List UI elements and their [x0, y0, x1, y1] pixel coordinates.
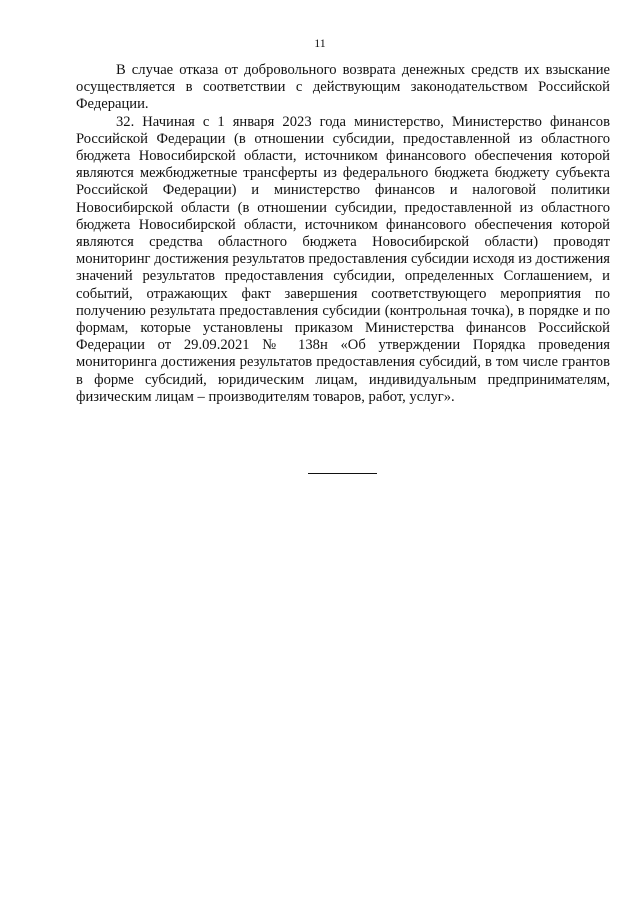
paragraph-refund-recovery: В случае отказа от добровольного возврата денежных средств их взыскание осуществляется в соответствии с действующим законодательством Российской Федерации.	[76, 62, 610, 113]
paragraph-32-monitoring: 32. Начиная с 1 января 2023 года министерство, Министерство финансов Российской Федерации (в отношении субсидии, предоставленной из областного бюджета Новосибирской области, источником финансового обеспечения которой являются межбюджетные трансферты из федерального бюджета бюджету субъекта Российской Федерации) и министерство финансов и налоговой политики Новосибирской области (в отношении субсидии, предоставленной из областного бюджета Новосибирской области, источником финансового обеспечения которой являются средства областного бюджета Новосибирской области) проводят мониторинг достижения результатов предоставления субсидии исходя из достижения значений результатов предоставления субсидии, определенных Соглашением, и событий, отражающих факт завершения соответствующего мероприятия по получению результата предоставления субсидии (контрольная точка), в порядке и по формам, которые установлены приказом Министерства финансов Российской Федерации от 29.09.2021 № 138н «Об утверждении Порядка проведения мониторинга достижения результатов предоставления субсидий, в том числе грантов в форме субсидий, юридическим лицам, индивидуальным предпринимателям, физическим лицам – производителям товаров, работ, услуг».	[76, 113, 610, 405]
page-number: 11	[314, 36, 326, 50]
end-divider-line	[308, 473, 377, 474]
document-body	[76, 62, 610, 406]
